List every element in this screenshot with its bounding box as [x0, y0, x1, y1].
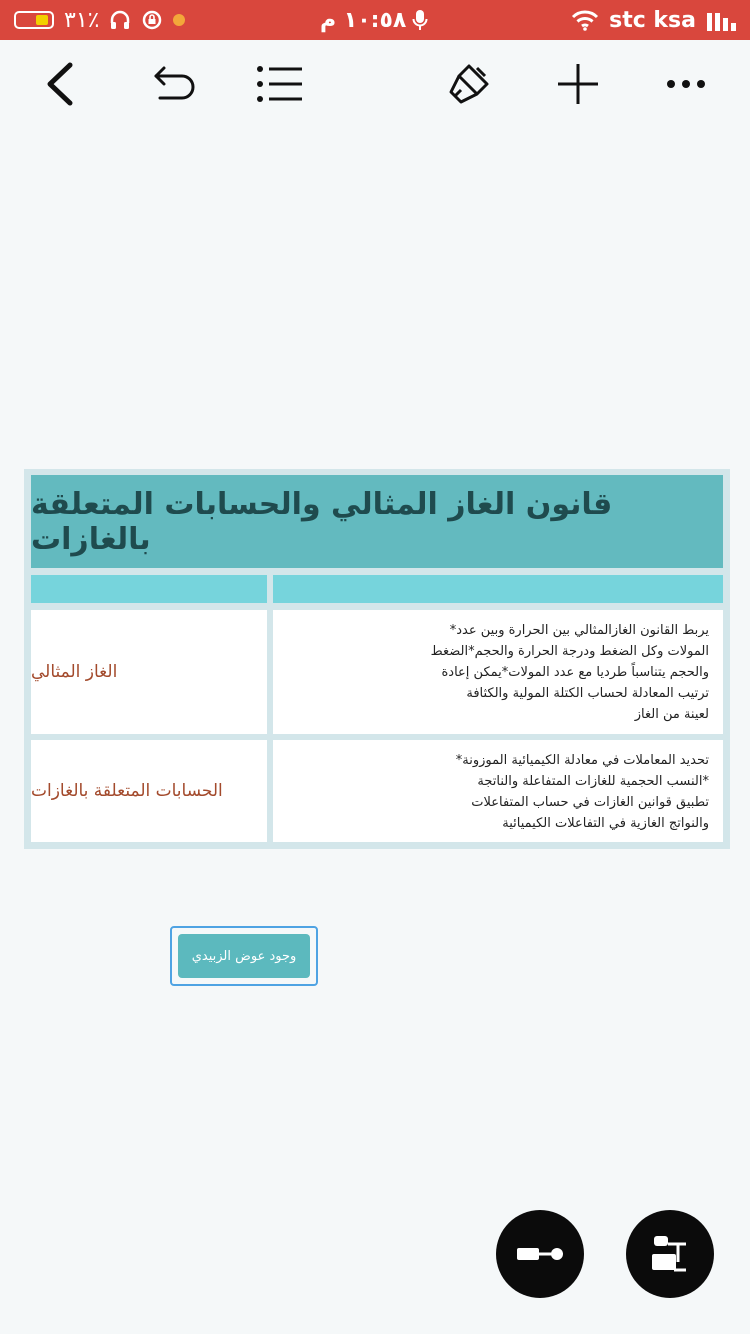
arrange-icon	[648, 1232, 692, 1276]
connector-tool-button[interactable]	[496, 1210, 584, 1298]
list-icon	[256, 65, 304, 103]
signal-icon	[706, 9, 740, 31]
table-row-label	[31, 610, 267, 734]
status-center	[320, 6, 428, 34]
table-header-cell-left	[31, 575, 267, 603]
undo-button[interactable]	[145, 48, 205, 120]
status-right	[571, 6, 740, 34]
plus-icon	[556, 62, 600, 106]
privacy-dot	[173, 14, 185, 26]
status-left	[14, 6, 185, 34]
top-toolbar	[0, 48, 750, 120]
insert-button[interactable]	[548, 48, 608, 120]
description-line: تحديد المعاملات في معادلة الكيميائية الموزونة*	[455, 753, 709, 768]
description-line: والحجم يتناسباً طرديا مع عدد المولات*يمكن إعادة	[441, 665, 709, 680]
carrier-name: stc ksa	[609, 7, 696, 33]
summary-table[interactable]	[24, 469, 730, 849]
description-line: والنواتج الغازية في التفاعلات الكيميائية	[502, 816, 709, 831]
description-line: ترتيب المعادلة لحساب الكتلة المولية والكثافة	[466, 686, 709, 701]
battery-percent: ٣١٪	[64, 7, 100, 33]
back-button[interactable]	[30, 48, 90, 120]
more-icon	[666, 79, 706, 89]
wifi-icon	[571, 9, 599, 31]
status-bar	[0, 0, 750, 40]
table-row-description	[273, 610, 723, 734]
format-button[interactable]	[440, 48, 500, 120]
brush-icon	[447, 62, 493, 106]
more-button[interactable]	[656, 48, 716, 120]
microphone-icon	[412, 9, 428, 31]
author-textbox[interactable]	[170, 926, 318, 986]
row-label-text: الحسابات المتعلقة بالغازات	[31, 781, 223, 801]
back-chevron-icon	[45, 62, 75, 106]
description-line: لعينة من الغاز	[634, 707, 709, 722]
rotation-lock-icon	[141, 9, 163, 31]
row-label-text: الغاز المثالي	[31, 662, 118, 682]
table-title	[31, 475, 723, 568]
author-textbox-inner	[178, 934, 310, 978]
battery-icon	[14, 11, 54, 29]
table-header-cell-right	[273, 575, 723, 603]
table-row-label	[31, 740, 267, 842]
connector-icon	[515, 1242, 565, 1266]
arrange-tool-button[interactable]	[626, 1210, 714, 1298]
description-line: تطبيق قوانين الغازات في حساب المتفاعلات	[471, 795, 709, 810]
undo-icon	[152, 64, 198, 104]
outline-button[interactable]	[250, 48, 310, 120]
status-time: ١٠:٥٨ م	[320, 7, 407, 33]
headphones-icon	[109, 9, 131, 31]
description-line: المولات وكل الضغط ودرجة الحرارة والحجم*الضغط	[430, 644, 709, 659]
description-line: يربط القانون الغازالمثالي بين الحرارة وبين عدد*	[449, 623, 709, 638]
author-name: وجود عوض الزبيدي	[191, 948, 297, 964]
description-line: *النسب الحجمية للغازات المتفاعلة والناتجة	[477, 774, 709, 789]
table-row-description	[273, 740, 723, 842]
table-title-text: قانون الغاز المثالي والحسابات المتعلقة بالغازات	[31, 486, 613, 557]
